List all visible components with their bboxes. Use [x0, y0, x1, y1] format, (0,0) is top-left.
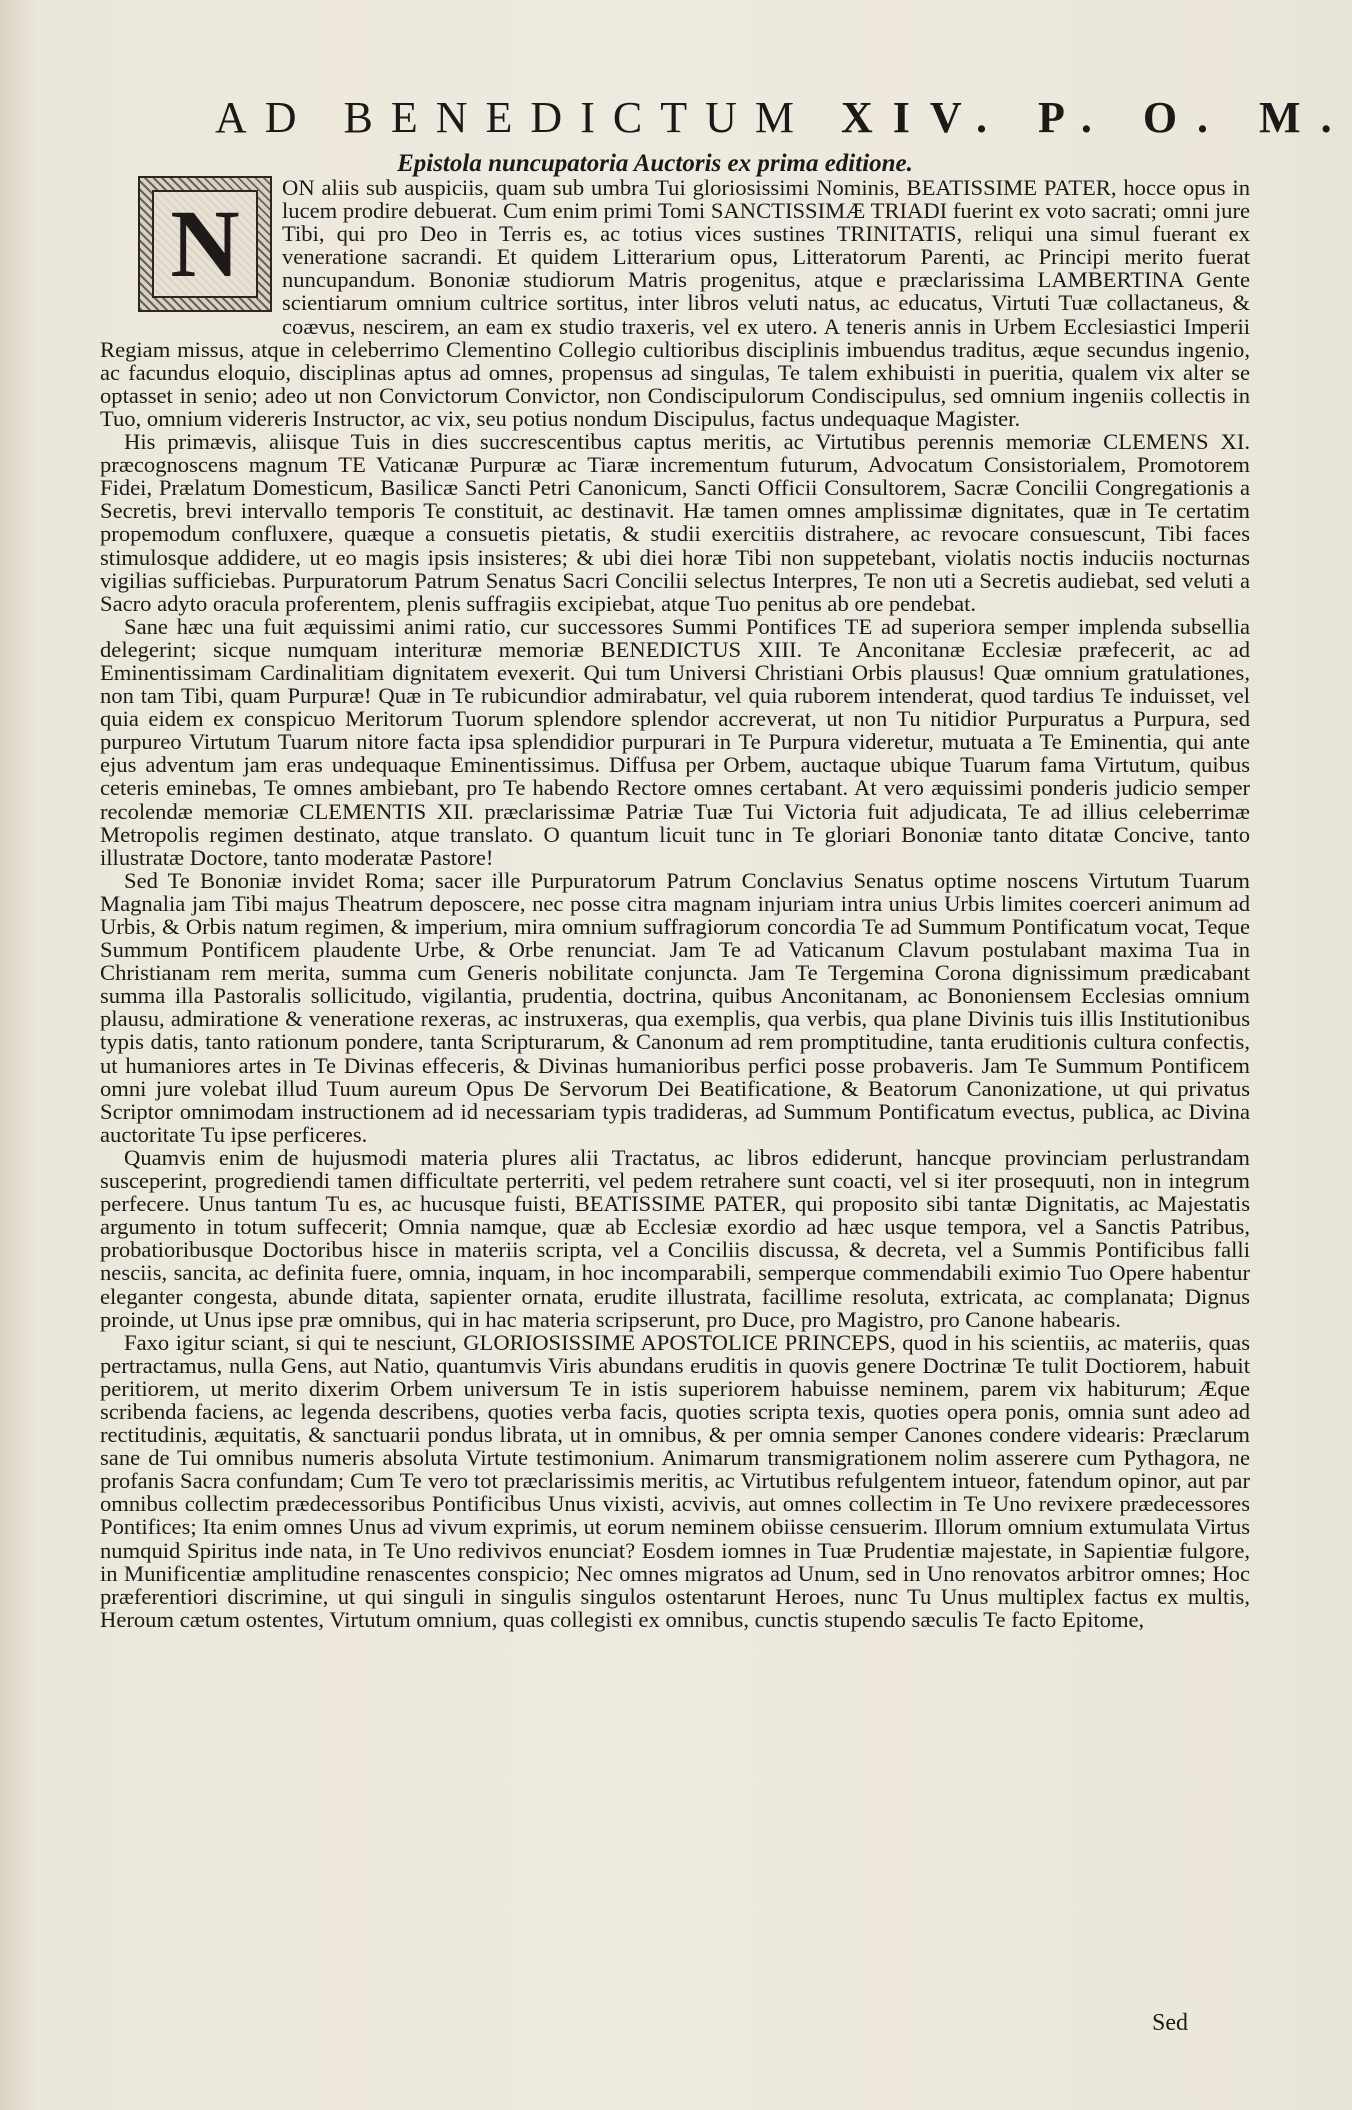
paragraph: His primævis, aliisque Tuis in dies succrescentibus captus meritis, ac Virtutibus perennis memoriæ CLEMENS XI. præcognoscens magnum TE Vaticanæ Purpuræ ac Tiaræ incrementum futurum, Advocatum Consistorialem, Promotorem Fidei, Prælatum Domesticum, Basilicæ Sancti Petri Canonicum, Sancti Officii Consultorem, Sacræ Concilii Congregationis a Secretis, brevi intervallo temporis Te constituit, ac destinavit. Hæ tamen omnes amplissimæ dignitates, quæ in Te certatim propemodum confluxere, quæque a consuetis pietatis, & studii exercitiis distrahere, ac revocare consuescunt, Tibi faces stimulosque addidere, ut eo magis ipsis insisteres; & ubi diei horæ Tibi non suppetebant, violatis noctis induciis nocturnas vigilias sufficiebas. Purpuratorum Patrum Senatus Sacri Concilii selectus Interpres, Te non uti a Secretis audiebat, sed veluti a Sacro adyto oracula proferentem, plenis suffragiis excipiebat, atque Tuo penitus ab ore pendebat. — [100, 429, 1250, 616]
paragraph: Sed Te Bononiæ invidet Roma; sacer ille Purpuratorum Patrum Conclavius Senatus optime noscens Virtutum Tuarum Magnalia jam Tibi majus Theatrum deposcere, nec posse citra magnam injuriam intra unius Urbis limites coerceri animum ad Urbis, & Orbis natum regimen, & imperium, mira omnium suffragiorum concordia Te ad Summum Pontificatum vocat, Teque Summum Pontificem plaudente Urbe, & Orbe renunciat. Jam Te ad Vaticanum Clavum postulabant maxima Tua in Christianam rem merita, summa cum Generis nobilitate conjuncta. Jam Te Tergemina Corona dignissimum prædicabant summa illa Pastoralis sollicitudo, vigilantia, prudentia, doctrina, quibus Anconitanam, ac Bononiensem Ecclesias omnium plausu, admiratione & veneratione rexeras, ac instruxeras, qua exemplis, qua verbis, qua plane Divinis tuis illis Institutionibus typis datis, tanto rationum pondere, tanta Scripturarum, & Canonum ad rem promptitudine, tanta eruditionis cultura confectis, ut humaniores artes in Te Divinas effeceris, & Divinas humanioribus perfici posse probaveris. Jam Te Summum Pontificem omni jure volebat illud Tuum aureum Opus De Servorum Dei Beatificatione, & Beatorum Canonizatione, ut qui privatus Scriptor omnimodam instructionem ad id necessariam typis tradideras, ad Summum Pontificatum evectus, publica, ac Divina auctoritate Tu ipse perficeres. — [100, 867, 1250, 1147]
catchword: Sed — [1152, 2010, 1188, 2036]
paragraph: Quamvis enim de hujusmodi materia plures alii Tractatus, ac libros ediderunt, hancque provinciam perlustrandam susceperint, progrediendi tamen difficultate perterriti, vel pedem retrahere sunt coacti, vel si iter prosequuti, non in integrum perfecere. Unus tantum Tu es, ac hucusque fuisti, BEATISSIME PATER, qui proposito sibi tantæ Dignitatis, ac Majestatis argumento in totum suffecerit; Omnia namque, quæ ab Ecclesiæ exordio ad hæc usque tempora, vel a Sanctis Patribus, probatioribusque Doctoribus hisce in materiis scripta, vel a Conciliis discussa, & decreta, vel a Summis Pontificibus falli nesciis, sancita, ac definita fuere, omnia, inquam, in hoc incomparabili, semperque commendabili eximio Tuo Opere habentur eleganter congesta, abunde ditata, sapienter ornata, erudite illustrata, facillime resoluta, extricata, ac complanata; Dignus proinde, ut Unus ipse præ omnibus, qui in hac materia scripserunt, pro Duce, pro Magistro, pro Canone habearis. — [100, 1144, 1250, 1332]
paragraph: Faxo igitur sciant, si qui te nesciunt, GLORIOSISSIME APOSTOLICE PRINCEPS, quod in his scientiis, ac materiis, quas pertractamus, nulla Gens, aut Natio, quantumvis Viris abundans eruditis in quovis genere Doctrinæ Te tulit Doctiorem, habuit peritiorem, ut merito dixerim Orbem universum Te in istis superiorem habuisse neminem, parem vix habiturum; Æque scribenda faciens, ac legenda describens, quoties verba facis, quoties scripta texis, quoties opera ponis, omnia sunt adeo ad rectitudinis, æquitatis, & sanctuarii pondus librata, ut in omnibus, & per omnia semper Canones condere videaris: Præclarum sane de Tui omnibus numeris absoluta Virtute testimonium. Animarum transmigrationem nolim asserere cum Pythagora, ne profanis Sacra confundam; Cum Te vero tot præclarissimis meritis, ac Virtutibus refulgentem intueor, fatendum opinor, aut par omnibus collectim prædecessoribus Pontificibus Unus vixisti, acvivis, aut omnes collectim in Te Uno revixere prædecessores Pontifices; Ita enim omnes Unus ad vivum exprimis, ut eorum neminem obiisse censuerim. Illorum omnium extumulata Virtus numquid Spiritus inde nata, in Te Uno redivivos enunciat? Eosdem iomnes in Tuæ Prudentiæ majestate, in Sapientiæ fulgore, in Munificentiæ amplitudine renascentes conspicio; Nec omnes migratos ad Unum, sed in Uno renovatos arbitror omnes; Hoc præferentiori discrimine, ut qui singuli in singulis singulos ostentarunt Heroes, nunc Tu Unus multiplex factus ex multis, Heroum cætum ostentes, Virtutum omnium, quas collegisti ex omnibus, cunctis stupendo sæculis Te facto Epitome, — [100, 1329, 1250, 1632]
paragraph: Sane hæc una fuit æquissimi animi ratio, cur successores Summi Pontifices TE ad superiora semper implenda subsellia delegerint; sicque numquam interituræ memoriæ BENEDICTUS XIII. Te Anconitanæ Ecclesiæ præfecerit, ac ad Eminentissimam Cardinalitiam dignitatem evexerit. Qui tum Universi Christiani Orbis plausus! Quæ omnium gratulationes, non tam Tibi, quam Purpuræ! Quæ in Te rubicundior admirabatur, vel quia ruborem intenderat, quod tardius Te induisset, vel quia eidem ex conspicuo Meritorum Tuorum splendore splendor accreverat, ut non Tu nitidior Purpuratus a Purpura, sed purpureo Virtutum Tuarum nitore facta ipsa splendidior purpurari in Te Purpura videretur, mutuata a Te Eminentia, qui ante ejus adventum jam eras undequaque Eminentissimus. Diffusa per Orbem, auctaque ubique Tuarum fama Virtutum, quibus ceteris eminebas, Te omnes ambiebant, pro Te habendo Rectore omnes certabant. At vero æquissimi ponderis judicio semper recolendæ memoriæ CLEMENTIS XII. præclarissimæ Patriæ Tuæ Tui Victoria fuit adjudicata, Te ad illius celeberrimæ Metropolis regimen destinato, atque translato. O quantum licuit tunc in Te gloriari Bononiæ tanto ditatæ Concive, tanto illustratæ Doctore, tanto moderatæ Pastore! — [100, 613, 1250, 870]
initial-letter: N — [170, 190, 240, 297]
title-suffix: XIV. P. O. M. — [840, 93, 1352, 142]
title-prefix: AD BENEDICTUM — [215, 93, 812, 142]
letter-body — [100, 176, 1250, 1936]
page-title — [215, 92, 1352, 143]
page-subtitle: Epistola nuncupatoria Auctoris ex prima editione. — [397, 150, 913, 177]
paragraph: ON aliis sub auspiciis, quam sub umbra Tui gloriosissimi Nominis, BEATISSIME PATER, hocce opus in lucem prodire debuerat. Cum enim primi Tomi SANCTISSIMÆ TRIADI fuerint ex voto sacrati; omni jure Tibi, qui pro Deo in Terris es, ac totius vices sustines TRINITATIS, reliqui una simul fuerant ex veneratione sacrandi. Et quidem Litterarium opus, Litteratorum Parenti, ac Principi merito fuerat nuncupandum. Bononiæ studiorum Matris progenitus, atque e præclarissima LAMBERTINA Gente scientiarum omnium cultrice sortitus, inter libros veluti natus, ac educatus, Virtuti Tuæ collactaneus, & coævus, nescirem, an eam ex studio traxeris, vel ex utero. A teneris annis in Urbem Ecclesiastici Imperii Regiam missus, atque in celeberrimo Clementino Collegio cultioribus disciplinis imbuendus traditus, æque secundus ingenio, ac facundus eloquio, disciplinas aptus ad omnes, propensus ad singulas, Te talem exhibuisti in pueritia, qualem vix alter se optasset in senio; adeo ut non Convictorum Convictor, non Condiscipulorum Condiscipulus, sed omnium ingeniis collectis in Tuo, omnium videreris Instructor, ac vix, seu potius nondum Discipulus, factus undequaque Magister. — [100, 175, 1250, 431]
